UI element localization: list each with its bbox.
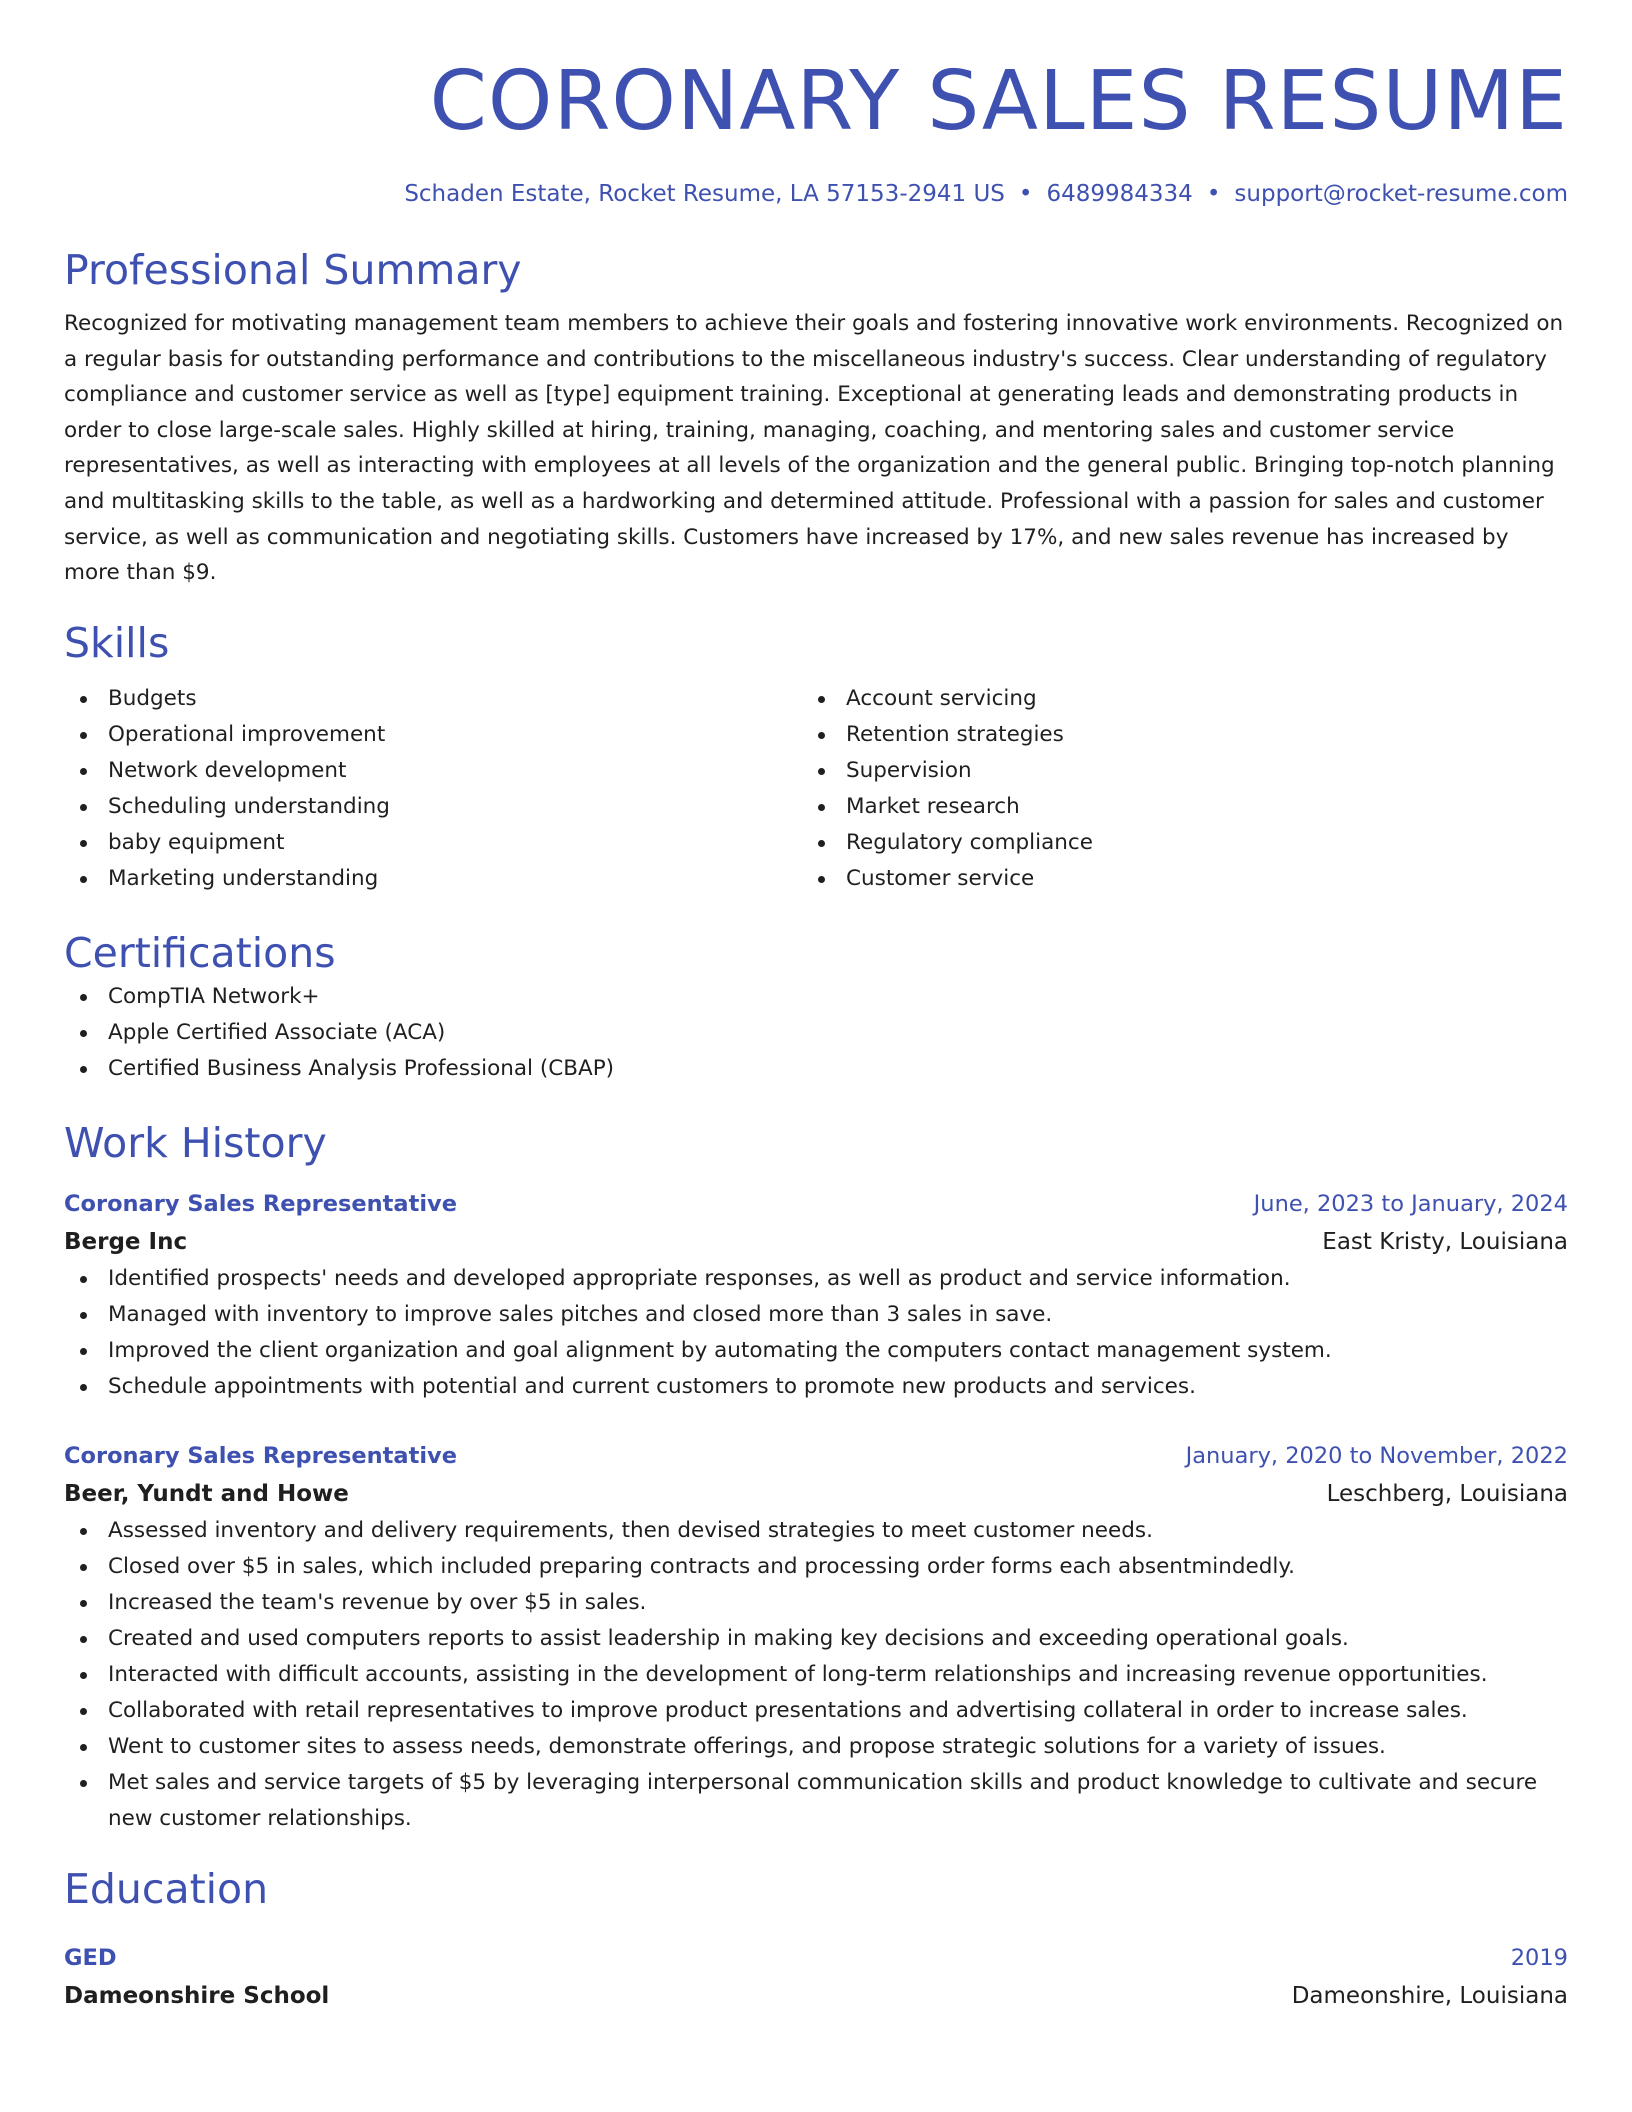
job-title: Coronary Sales Representative <box>64 1442 457 1469</box>
contact-separator: • <box>1206 181 1221 207</box>
education-title: Education <box>64 1864 269 1913</box>
certification-item: Apple Certified Associate (ACA) <box>64 1015 1568 1051</box>
job-bullet: Collaborated with retail representatives to improve product presentations and advertising collateral in order to increase sales. <box>64 1693 1568 1729</box>
education-section <box>64 1863 1568 2015</box>
job-company: Beer, Yundt and Howe <box>64 1480 349 1507</box>
job-location: Leschberg, Louisiana <box>1326 1480 1568 1507</box>
summary-text: Recognized for motivating management team members to achieve their goals and fostering innovative work environments. Recognized on a regular basis for outstanding performance and contributions to the miscellaneous industry's success. Clear understanding of regulatory compliance and customer service as well as [type] equipment training. Exceptional at generating leads and demonstrating products in order to close large-scale sales. Highly skilled at hiring, training, managing, coaching, and mentoring sales and customer service representatives, as well as interacting with employees at all levels of the organization and the general public. Bringing top-notch planning and multitasking skills to the table, as well as a hardworking and determined attitude. Professional with a passion for sales and customer service, as well as communication and negotiating skills. Customers have increased by 17%, and new sales revenue has increased by more than $9. <box>64 311 1564 586</box>
job-company-row <box>64 1223 1568 1261</box>
certification-item: Certified Business Analysis Professional (CBAP) <box>64 1051 1568 1087</box>
certification-item: CompTIA Network+ <box>64 979 1568 1015</box>
education-degree: GED <box>64 1944 117 1971</box>
skill-item: Customer service <box>802 861 1540 897</box>
job-bullet: Created and used computers reports to assist leadership in making key decisions and exceeding operational goals. <box>64 1621 1568 1657</box>
job-bullet: Identified prospects' needs and developed appropriate responses, as well as product and service information. <box>64 1261 1568 1297</box>
skill-item: Account servicing <box>802 681 1540 717</box>
job-bullet: Met sales and service targets of $5 by leveraging interpersonal communication skills and product knowledge to cultivate and secure new customer relationships. <box>64 1765 1568 1837</box>
skill-item: baby equipment <box>64 825 802 861</box>
job-dates: June, 2023 to January, 2024 <box>1253 1190 1568 1217</box>
contact-address: Schaden Estate, Rocket Resume, LA 57153-2941 US <box>404 181 1005 207</box>
skills-section <box>64 617 1568 897</box>
job-company-row <box>64 1475 1568 1513</box>
skill-item: Retention strategies <box>802 717 1540 753</box>
job-bullet: Interacted with difficult accounts, assisting in the development of long-term relationships and increasing revenue opportunities. <box>64 1657 1568 1693</box>
skills-list-left <box>64 681 802 897</box>
education-entry <box>64 1939 1568 2015</box>
job-bullet: Closed over $5 in sales, which included preparing contracts and processing order forms each absentmindedly. <box>64 1549 1568 1585</box>
education-location: Dameonshire, Louisiana <box>1291 1982 1568 2009</box>
job-title-row <box>64 1437 1568 1475</box>
skill-item: Regulatory compliance <box>802 825 1540 861</box>
job-dates: January, 2020 to November, 2022 <box>1185 1442 1568 1469</box>
job-company: Berge Inc <box>64 1228 188 1255</box>
skills-grid <box>64 681 1568 897</box>
education-year: 2019 <box>1510 1944 1568 1971</box>
job-bullets <box>64 1261 1568 1405</box>
resume-name: CORONARY SALES RESUME <box>429 54 1568 149</box>
job-title: Coronary Sales Representative <box>64 1190 457 1217</box>
education-degree-row <box>64 1939 1568 1977</box>
certifications-section <box>64 927 1568 1087</box>
contact-separator: • <box>1018 181 1033 207</box>
skill-item: Scheduling understanding <box>64 789 802 825</box>
summary-title: Professional Summary <box>64 246 522 294</box>
job-bullet: Went to customer sites to assess needs, demonstrate offerings, and propose strategic solutions for a variety of issues. <box>64 1729 1568 1765</box>
contact-email[interactable]: support@rocket-resume.com <box>1234 181 1568 207</box>
skill-item: Marketing understanding <box>64 861 802 897</box>
skills-list-right <box>802 681 1540 897</box>
job-entry <box>64 1437 1568 1837</box>
job-bullet: Improved the client organization and goal alignment by automating the computers contact management system. <box>64 1333 1568 1369</box>
contact-phone: 6489984334 <box>1046 181 1193 207</box>
education-school: Dameonshire School <box>64 1982 330 2009</box>
education-school-row <box>64 1977 1568 2015</box>
job-location: East Kristy, Louisiana <box>1322 1228 1568 1255</box>
job-bullet: Increased the team's revenue by over $5 in sales. <box>64 1585 1568 1621</box>
skill-item: Market research <box>802 789 1540 825</box>
summary-section <box>64 244 1568 591</box>
skill-item: Supervision <box>802 753 1540 789</box>
certifications-title: Certifications <box>64 928 336 977</box>
job-bullet: Assessed inventory and delivery requirements, then devised strategies to meet customer needs. <box>64 1513 1568 1549</box>
certifications-list <box>64 979 1568 1087</box>
job-bullet: Schedule appointments with potential and current customers to promote new products and services. <box>64 1369 1568 1405</box>
work-history-title: Work History <box>64 1118 327 1167</box>
skill-item: Network development <box>64 753 802 789</box>
skill-item: Budgets <box>64 681 802 717</box>
job-entry <box>64 1185 1568 1405</box>
job-title-row <box>64 1185 1568 1223</box>
skill-item: Operational improvement <box>64 717 802 753</box>
work-history-section <box>64 1117 1568 1837</box>
skills-title: Skills <box>64 618 170 667</box>
contact-line <box>64 178 1568 210</box>
job-bullets <box>64 1513 1568 1837</box>
job-bullet: Managed with inventory to improve sales pitches and closed more than 3 sales in save. <box>64 1297 1568 1333</box>
